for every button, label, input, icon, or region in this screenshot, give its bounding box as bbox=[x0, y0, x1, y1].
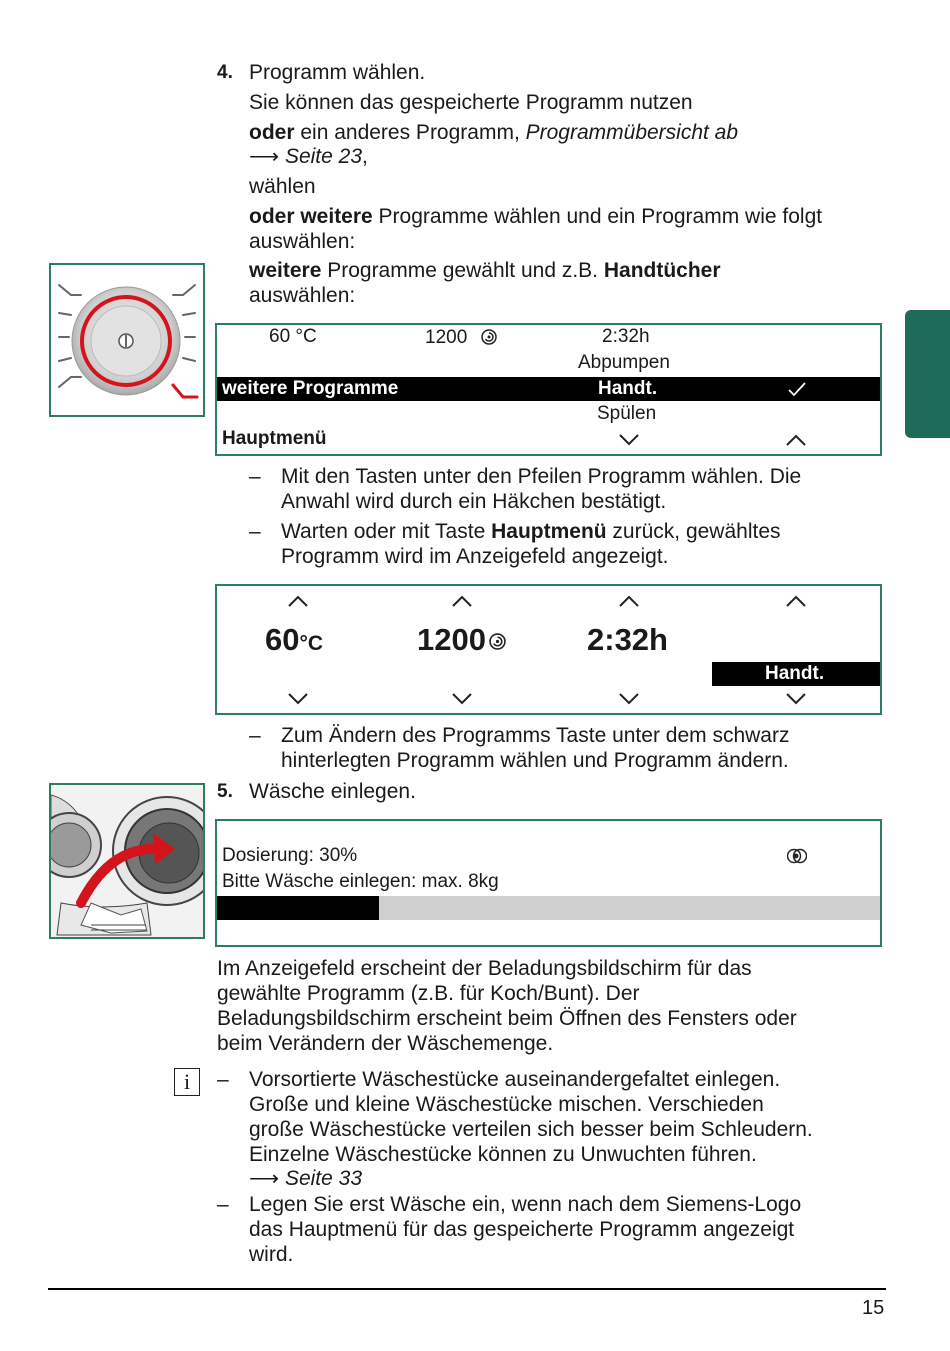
note-text: wird. bbox=[249, 1243, 294, 1266]
bullet-text: Mit den Tasten unter den Pfeilen Programm wählen. Die bbox=[281, 465, 802, 488]
dosage-text: Dosierung: 30% bbox=[222, 845, 358, 866]
chevron-down-icon[interactable] bbox=[287, 692, 309, 706]
bullet-dash: – bbox=[249, 520, 261, 543]
note-text: Legen Sie erst Wäsche ein, wenn nach dem Siemens-Logo bbox=[249, 1193, 802, 1216]
step-number: 5. bbox=[217, 781, 233, 802]
paragraph-line: Beladungsbildschirm erscheint beim Öffnen des Fensters oder bbox=[217, 1007, 797, 1030]
program-knob-figure bbox=[49, 263, 205, 417]
spin-icon bbox=[481, 329, 497, 345]
chapter-tab bbox=[905, 310, 950, 438]
emphasis: Handtücher bbox=[603, 259, 721, 282]
load-progress-bar bbox=[217, 896, 880, 920]
program-option[interactable]: Spülen bbox=[597, 403, 657, 424]
program-knob-icon bbox=[51, 265, 203, 415]
text: Programme gewählt und z.B. bbox=[321, 259, 604, 282]
emphasis: weitere bbox=[249, 259, 322, 282]
step-text: Sie können das gespeicherte Programm nutzen bbox=[249, 91, 693, 114]
bullet-text: Zum Ändern des Programms Taste unter dem schwarz bbox=[281, 724, 790, 747]
page-reference-link[interactable]: Seite 23 bbox=[279, 145, 363, 168]
chevron-down-icon[interactable] bbox=[785, 692, 807, 706]
emphasis: oder bbox=[249, 121, 295, 144]
bullet-dash: – bbox=[217, 1193, 229, 1216]
spin-icon bbox=[489, 633, 506, 650]
program-name: Handt. bbox=[765, 663, 825, 684]
arrow-icon: ⟶ bbox=[249, 145, 280, 168]
arrow-icon: ⟶ bbox=[249, 1167, 280, 1190]
time-remaining: 2:32h bbox=[602, 326, 650, 347]
selected-row[interactable] bbox=[217, 377, 880, 401]
temperature-value: 60 °C bbox=[269, 326, 317, 347]
paragraph-line: beim Verändern der Wäschemenge. bbox=[217, 1032, 554, 1055]
bullet-text: Anwahl wird durch ein Häkchen bestätigt. bbox=[281, 490, 667, 513]
paragraph-line: gewählte Programm (z.B. für Koch/Bunt). Der bbox=[217, 982, 640, 1005]
spin-speed-value: 1200 bbox=[425, 327, 468, 348]
text: zurück, gewähltes bbox=[606, 520, 781, 543]
step-number: 4. bbox=[217, 62, 233, 83]
step-text bbox=[249, 204, 822, 229]
bullet-dash: – bbox=[249, 724, 261, 747]
load-laundry-figure bbox=[49, 783, 205, 939]
bullet-text bbox=[281, 519, 781, 544]
washing-machine-door-icon bbox=[51, 785, 203, 937]
cross-reference: Programmübersicht ab bbox=[525, 121, 739, 144]
text: ein anderes Programm, bbox=[294, 121, 526, 144]
emphasis: Hauptmenü bbox=[491, 520, 607, 543]
display-loading-screen bbox=[215, 819, 882, 947]
page-reference-link[interactable]: Seite 33 bbox=[279, 1167, 363, 1190]
temperature-value: 60 bbox=[265, 622, 300, 657]
note-text: Einzelne Wäschestücke können zu Unwuchten führen. bbox=[249, 1143, 757, 1166]
chevron-down-icon[interactable] bbox=[618, 433, 640, 447]
display-program-select bbox=[215, 323, 882, 456]
step-text: wählen bbox=[249, 175, 316, 198]
spin-speed-value: 1200 bbox=[417, 622, 486, 657]
display-main-menu bbox=[215, 584, 882, 715]
paragraph-line: Im Anzeigefeld erscheint der Beladungsbildschirm für das bbox=[217, 957, 752, 980]
load-progress-fill bbox=[217, 896, 379, 920]
note-text: Vorsortierte Wäschestücke auseinandergefaltet einlegen. bbox=[249, 1068, 781, 1091]
step-text: auswählen: bbox=[249, 284, 356, 307]
chevron-down-icon[interactable] bbox=[618, 692, 640, 706]
bullet-text: hinterlegten Programm wählen und Programm ändern. bbox=[281, 749, 789, 772]
more-programs-label: weitere Programme bbox=[222, 378, 399, 399]
program-option[interactable]: Abpumpen bbox=[578, 352, 670, 373]
step-text bbox=[249, 120, 738, 145]
note-text: das Hauptmenü für das gespeicherte Programm angezeigt bbox=[249, 1218, 795, 1241]
step-text: auswählen: bbox=[249, 230, 356, 253]
note-text: große Wäschestücke verteilen sich besser beim Schleudern. bbox=[249, 1118, 813, 1141]
step-text bbox=[249, 258, 721, 283]
bullet-dash: – bbox=[249, 465, 261, 488]
info-icon: i bbox=[174, 1068, 200, 1096]
bullet-text: Programm wird im Anzeigefeld angezeigt. bbox=[281, 545, 669, 568]
chevron-down-icon[interactable] bbox=[451, 692, 473, 706]
temperature-display bbox=[265, 622, 323, 662]
emphasis: oder weitere bbox=[249, 205, 373, 228]
main-menu-label[interactable]: Hauptmenü bbox=[222, 428, 327, 449]
temperature-unit: °C bbox=[299, 632, 324, 655]
chevron-up-icon[interactable] bbox=[287, 594, 309, 608]
footer-rule bbox=[48, 1288, 886, 1290]
load-instruction: Bitte Wäsche einlegen: max. 8kg bbox=[222, 871, 499, 892]
idos-icon bbox=[787, 847, 807, 865]
text: , bbox=[362, 145, 368, 168]
chevron-up-icon[interactable] bbox=[451, 594, 473, 608]
note-text bbox=[249, 1166, 362, 1191]
chevron-up-icon[interactable] bbox=[785, 433, 807, 447]
text: Programme wählen und ein Programm wie folgt bbox=[372, 205, 823, 228]
step-title: Programm wählen. bbox=[249, 61, 426, 84]
checkmark-icon bbox=[787, 381, 807, 397]
time-remaining: 2:32h bbox=[587, 622, 668, 657]
note-text: Große und kleine Wäschestücke mischen. Verschieden bbox=[249, 1093, 764, 1116]
selected-program: Handt. bbox=[598, 378, 658, 399]
text: Warten oder mit Taste bbox=[281, 520, 492, 543]
step-text bbox=[249, 144, 368, 169]
chevron-up-icon[interactable] bbox=[785, 594, 807, 608]
program-selected[interactable] bbox=[712, 662, 880, 686]
page-number: 15 bbox=[862, 1297, 885, 1319]
bullet-dash: – bbox=[217, 1068, 229, 1091]
step-title: Wäsche einlegen. bbox=[249, 780, 416, 803]
chevron-up-icon[interactable] bbox=[618, 594, 640, 608]
